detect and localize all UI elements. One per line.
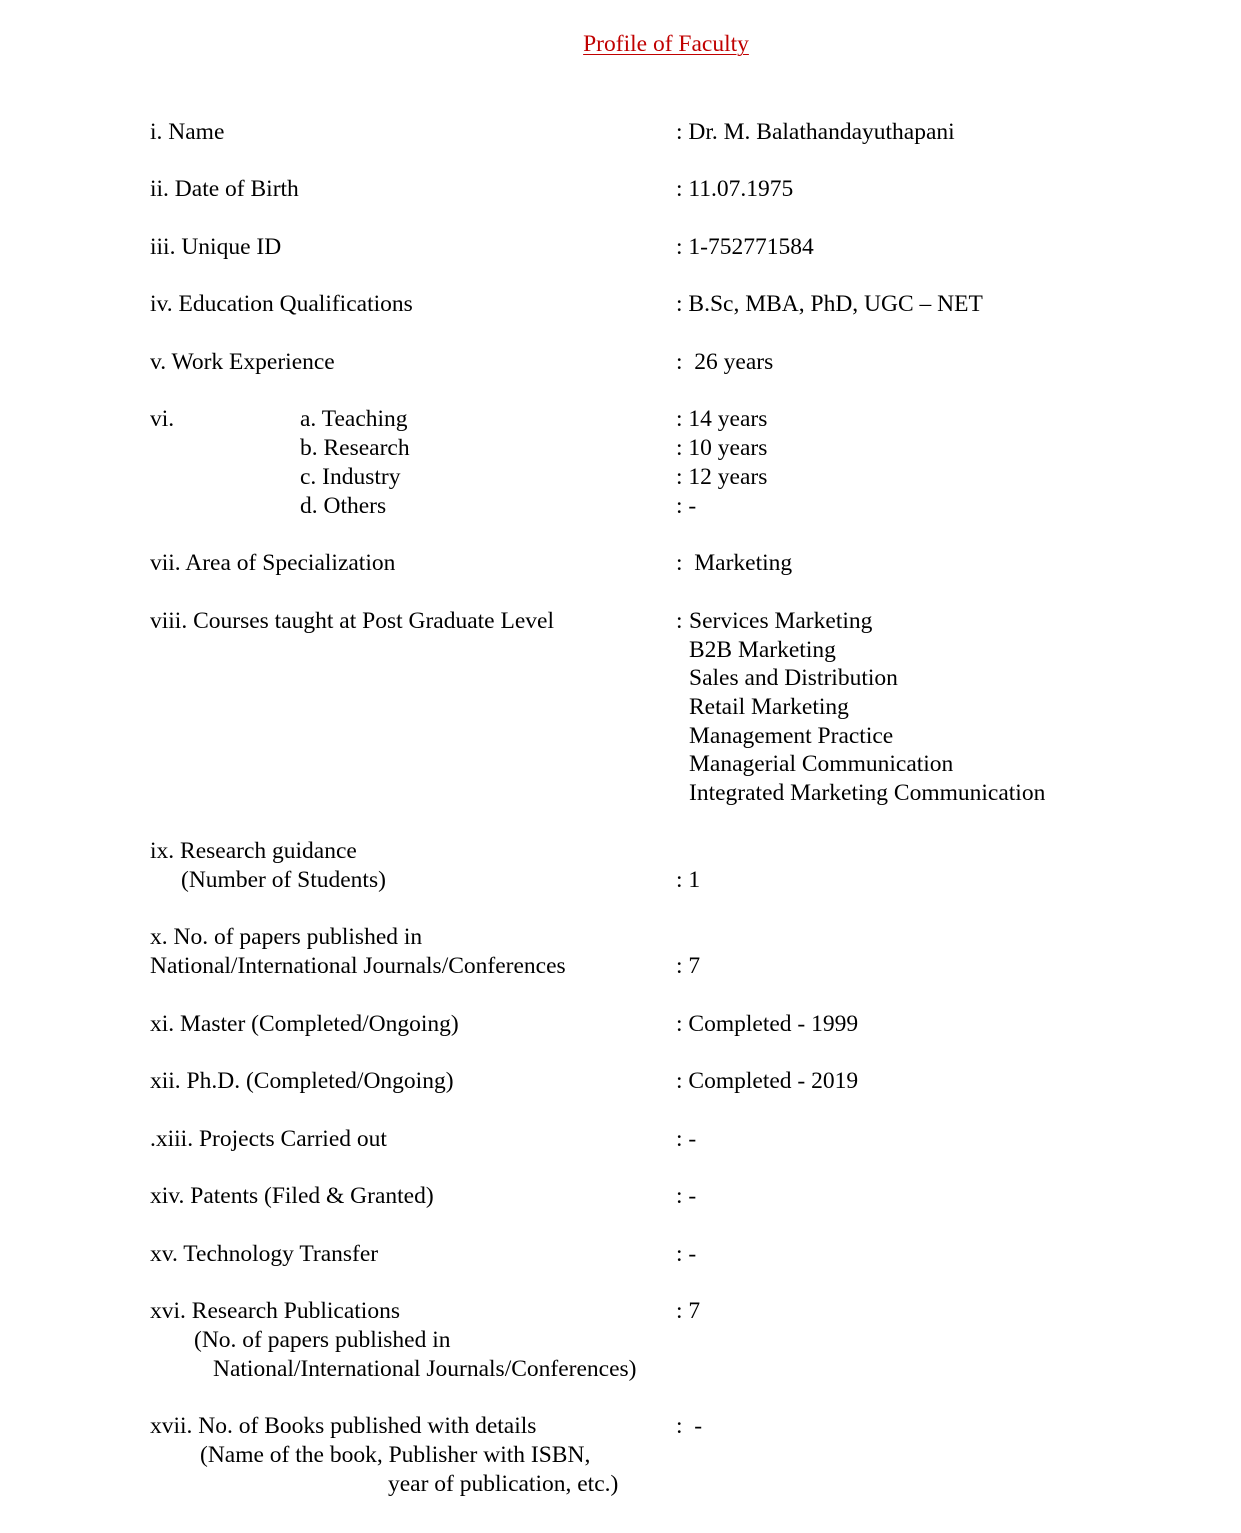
field-label-sub: (No. of papers published in [194, 1327, 451, 1353]
course-item: B2B Marketing [689, 637, 836, 663]
field-label-sub: National/International Journals/Conferences [150, 953, 566, 979]
field-label: xvi. Research Publications [150, 1298, 400, 1324]
sub-item-value: : 12 years [676, 464, 768, 490]
field-label: ii. Date of Birth [150, 176, 299, 202]
field-value: : B.Sc, MBA, PhD, UGC – NET [676, 291, 983, 317]
field-label: vii. Area of Specialization [150, 550, 396, 576]
field-value: : Marketing [676, 550, 793, 576]
field-label-sub: (Name of the book, Publisher with ISBN, [200, 1442, 591, 1468]
field-value: : - [676, 1413, 703, 1439]
sub-item-value: : 14 years [676, 406, 768, 432]
course-item: Managerial Communication [689, 751, 954, 777]
course-prefix: : [676, 608, 689, 634]
field-label: .xiii. Projects Carried out [150, 1126, 387, 1152]
sub-item-label: c. Industry [300, 464, 401, 490]
field-label: ix. Research guidance [150, 838, 357, 864]
field-value: : Dr. M. Balathandayuthapani [676, 119, 955, 145]
field-value: : - [676, 1126, 697, 1152]
field-value: : 7 [676, 1298, 701, 1324]
page-title: Profile of Faculty [583, 31, 749, 57]
course-item: Retail Marketing [689, 694, 849, 720]
field-label: x. No. of papers published in [150, 924, 423, 950]
field-label: xv. Technology Transfer [150, 1241, 379, 1267]
field-value: : - [676, 1183, 697, 1209]
field-value: : 11.07.1975 [676, 176, 794, 202]
field-value: : 7 [676, 953, 701, 979]
field-label: iii. Unique ID [150, 234, 282, 260]
course-item: Management Practice [689, 723, 894, 749]
sub-item-value: : 10 years [676, 435, 768, 461]
field-label: xvii. No. of Books published with details [150, 1413, 537, 1439]
field-label: v. Work Experience [150, 349, 335, 375]
field-label-sub: (Number of Students) [181, 867, 386, 893]
sub-item-label: b. Research [300, 435, 410, 461]
field-value: : 1-752771584 [676, 234, 814, 260]
field-label: i. Name [150, 119, 225, 145]
field-value: : 1 [676, 867, 701, 893]
field-value: : Completed - 2019 [676, 1068, 859, 1094]
field-value: : 26 years [676, 349, 774, 375]
field-value: : Completed - 1999 [676, 1011, 859, 1037]
course-item: Services Marketing [689, 608, 873, 634]
sub-item-label: d. Others [300, 493, 387, 519]
field-value: : - [676, 1241, 697, 1267]
course-item: Sales and Distribution [689, 665, 898, 691]
field-label: xi. Master (Completed/Ongoing) [150, 1011, 459, 1037]
sub-item-label: a. Teaching [300, 406, 408, 432]
sub-item-value: : - [676, 493, 697, 519]
field-label: viii. Courses taught at Post Graduate Level [150, 608, 554, 634]
field-label: iv. Education Qualifications [150, 291, 413, 317]
field-label: xiv. Patents (Filed & Granted) [150, 1183, 434, 1209]
field-label: vi. [150, 406, 175, 432]
field-label: xii. Ph.D. (Completed/Ongoing) [150, 1068, 454, 1094]
field-label-sub: National/International Journals/Conferences) [213, 1356, 637, 1382]
field-label-sub: year of publication, etc.) [388, 1471, 619, 1497]
course-item: Integrated Marketing Communication [689, 780, 1046, 806]
